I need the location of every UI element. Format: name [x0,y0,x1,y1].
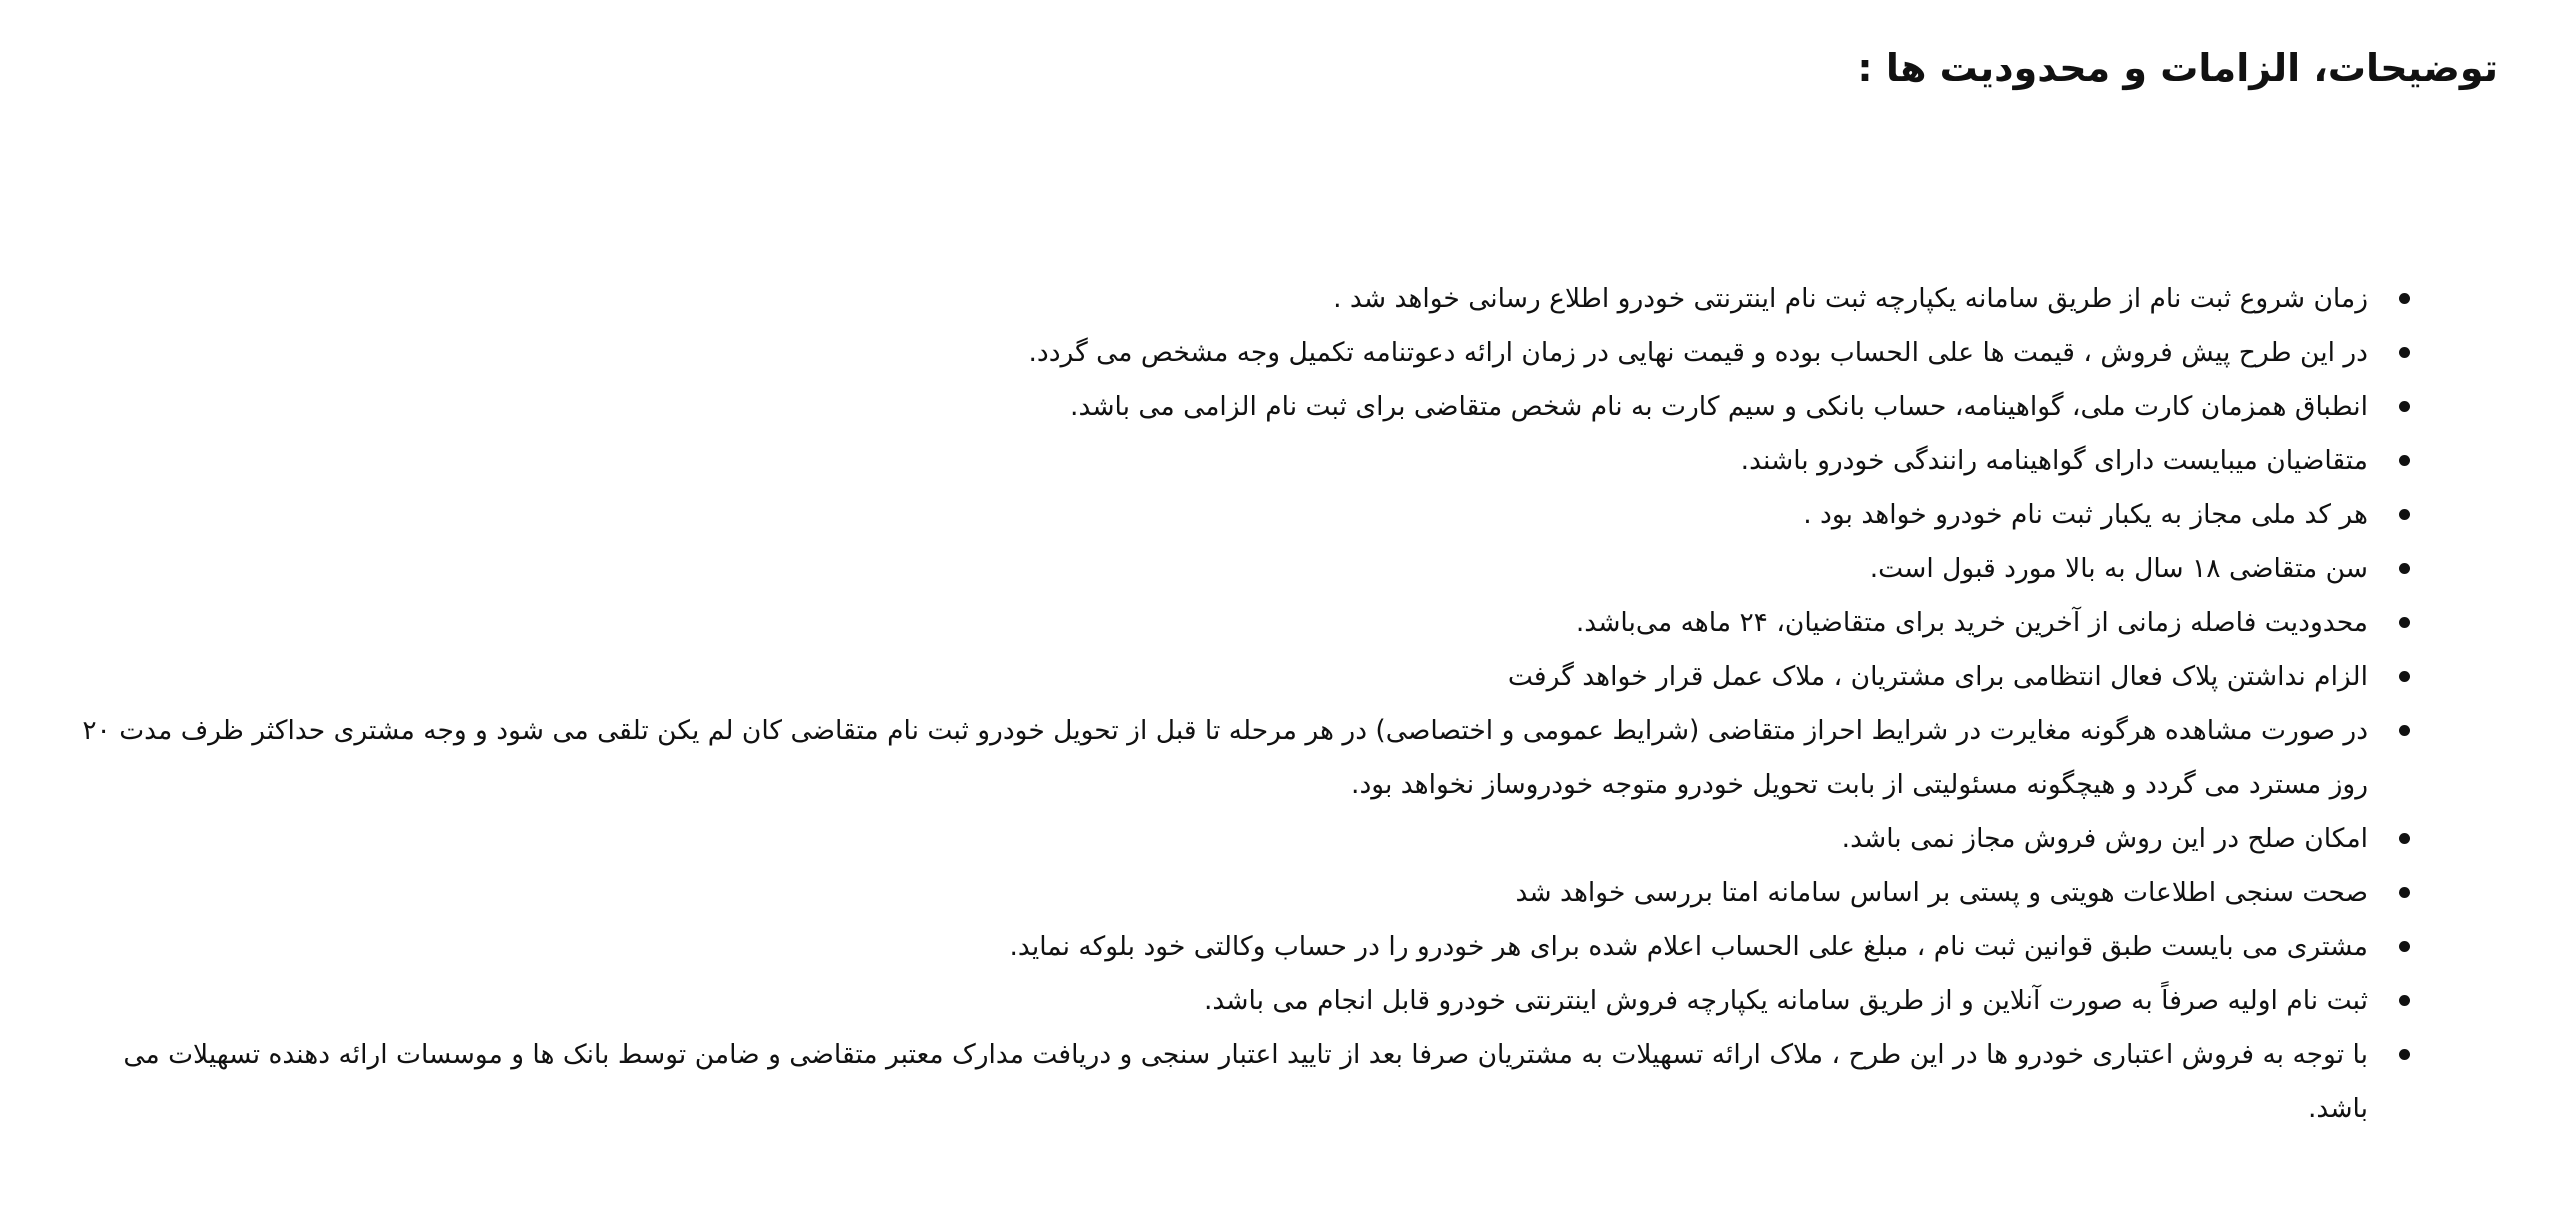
bullet-icon [2399,617,2410,628]
page-title: توضیحات، الزامات و محدودیت ها : [1857,46,2498,90]
bullet-icon [2399,995,2410,1006]
list-item [60,380,2410,434]
list-item [60,1028,2410,1136]
bullet-icon [2399,725,2410,736]
list-item [60,920,2410,974]
list-item [60,488,2410,542]
list-item-text: زمان شروع ثبت نام از طریق سامانه یکپارچه ثبت نام اینترنتی خودرو اطلاع رسانی خواهد شد . [1333,283,2368,314]
list-item-text: الزام نداشتن پلاک فعال انتظامی برای مشتریان ، ملاک عمل قرار خواهد گرفت [1507,661,2368,692]
list-item-text: هر کد ملی مجاز به یکبار ثبت نام خودرو خواهد بود . [1803,499,2368,530]
list-item-text: متقاضیان میبایست دارای گواهینامه رانندگی خودرو باشند. [1740,445,2368,476]
rules-list [60,272,2410,1136]
bullet-icon [2399,509,2410,520]
list-item [60,704,2410,812]
bullet-icon [2399,887,2410,898]
list-item-text: در این طرح پیش فروش ، قیمت ها علی الحساب بوده و قیمت نهایی در زمان ارائه دعوتنامه تکمیل وجه مشخص می گردد. [1028,337,2368,368]
list-item [60,434,2410,488]
bullet-icon [2399,671,2410,682]
list-item [60,272,2410,326]
bullet-icon [2399,833,2410,844]
list-item [60,542,2410,596]
list-item [60,596,2410,650]
list-item-text: محدودیت فاصله زمانی از آخرین خرید برای متقاضیان، ۲۴ ماهه می‌باشد. [1575,607,2368,638]
list-item-text: مشتری می بایست طبق قوانین ثبت نام ، مبلغ علی الحساب اعلام شده برای هر خودرو را در حساب وکالتی خود بلوکه نماید. [1009,931,2368,962]
bullet-icon [2399,941,2410,952]
list-item-text: سن متقاضی ۱۸ سال به بالا مورد قبول است. [1869,553,2368,584]
bullet-icon [2399,1049,2410,1060]
bullet-icon [2399,347,2410,358]
list-item [60,974,2410,1028]
bullet-icon [2399,401,2410,412]
list-item [60,326,2410,380]
list-item-text: در صورت مشاهده هرگونه مغایرت در شرایط احراز متقاضی (شرایط عمومی و اختصاصی) در هر مرحله تا قبل از تحویل خودرو ثبت نام متقاضی کان لم یکن تلقی می شود و وجه مشتری حداکثر ظرف مدت ۲۰ روز مسترد می گردد و هیچگونه مسئولیتی از بابت تحویل خودرو متوجه خودروساز نخواهد بود. [82,715,2368,800]
bullet-icon [2399,293,2410,304]
list-item-text: انطباق همزمان کارت ملی، گواهینامه، حساب بانکی و سیم کارت به نام شخص متقاضی برای ثبت نام الزامی می باشد. [1070,391,2368,422]
list-item-text: صحت سنجی اطلاعات هویتی و پستی بر اساس سامانه امتا بررسی خواهد شد [1515,877,2368,908]
bullet-icon [2399,455,2410,466]
list-item-text: امکان صلح در این روش فروش مجاز نمی باشد. [1841,823,2368,854]
list-item [60,812,2410,866]
bullet-icon [2399,563,2410,574]
list-item [60,866,2410,920]
list-item-text: با توجه به فروش اعتباری خودرو ها در این طرح ، ملاک ارائه تسهیلات به مشتریان صرفا بعد از تایید اعتبار سنجی و دریافت مدارک معتبر متقاضی و ضامن توسط بانک ها و موسسات ارائه دهنده تسهیلات می باشد. [123,1039,2368,1124]
list-item-text: ثبت نام اولیه صرفاً به صورت آنلاین و از طریق سامانه یکپارچه فروش اینترنتی خودرو قابل انجام می باشد. [1203,985,2368,1016]
list-item [60,650,2410,704]
